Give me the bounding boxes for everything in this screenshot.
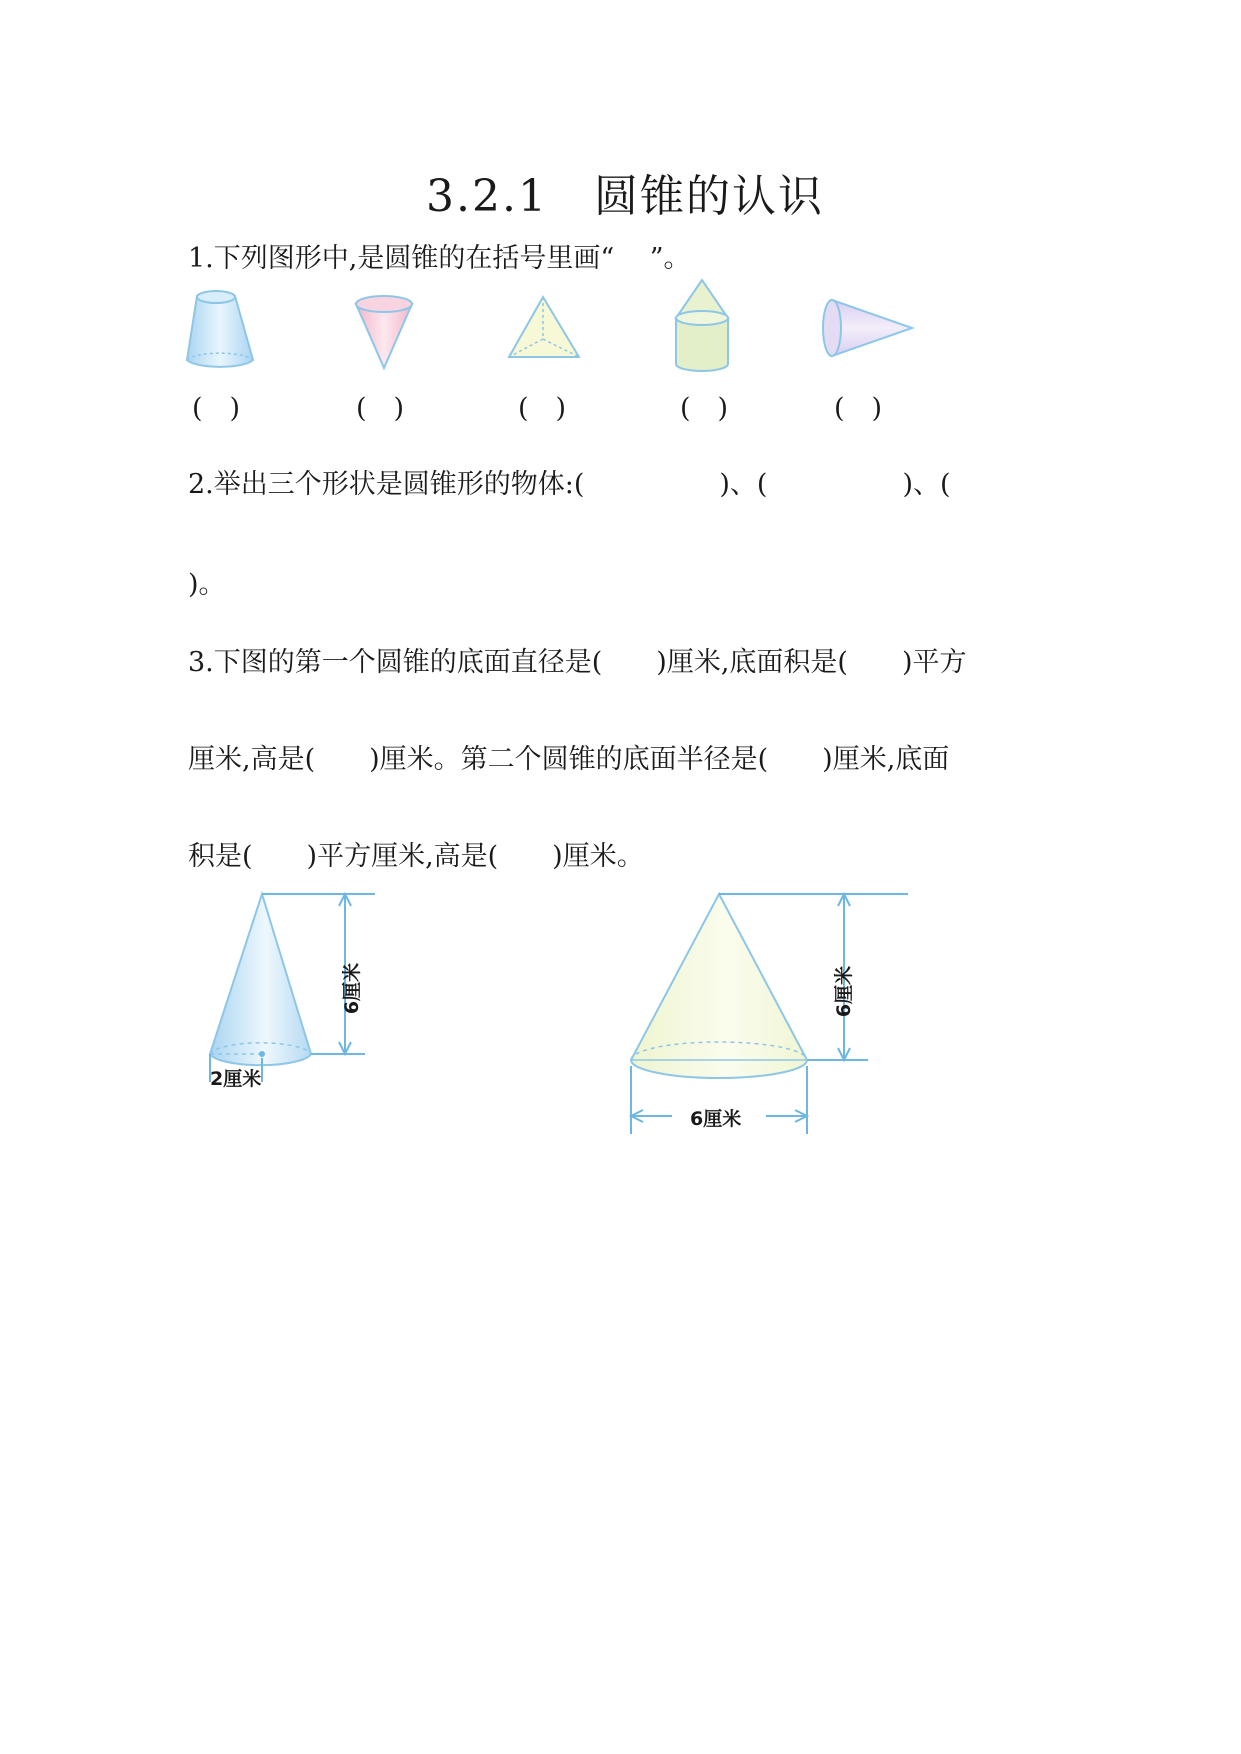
answer-paren-2[interactable]: ( ) — [356, 393, 405, 424]
answer-paren-4[interactable]: ( ) — [680, 393, 729, 424]
question-3-line-2: 厘米,高是( )厘米。第二个圆锥的底面半径是( )厘米,底面 — [188, 744, 950, 775]
figure-1-height-label: 6厘米 — [341, 962, 364, 1015]
figure-2-diameter-label: 6厘米 — [690, 1108, 742, 1130]
question-1-text: 1.下列图形中,是圆锥的在括号里画“ ”。 — [188, 243, 691, 274]
sideways-cone-icon — [820, 298, 920, 368]
page-title: 3.2.1 圆锥的认识 — [426, 171, 824, 222]
answer-paren-5[interactable]: ( ) — [834, 393, 883, 424]
figure-1-radius-label: 2厘米 — [210, 1068, 262, 1090]
question-3-line-1: 3.下图的第一个圆锥的底面直径是( )厘米,底面积是( )平方 — [188, 647, 967, 678]
answer-paren-3[interactable]: ( ) — [518, 393, 567, 424]
question-2-line-2: )。 — [188, 569, 226, 600]
triangular-pyramid-icon — [507, 295, 587, 365]
cone-figure-2 — [630, 890, 930, 1150]
frustum-icon — [185, 288, 265, 388]
answer-paren-1[interactable]: ( ) — [192, 393, 241, 424]
cylinder-with-cone-icon — [672, 278, 742, 378]
inverted-cone-icon — [354, 294, 424, 384]
figure-2-height-label: 6厘米 — [833, 965, 856, 1018]
cone-figure-1 — [205, 890, 405, 1090]
question-3-line-3: 积是( )平方厘米,高是( )厘米。 — [188, 841, 644, 872]
question-2-line-1: 2.举出三个形状是圆锥形的物体:( )、( )、( — [188, 469, 951, 500]
